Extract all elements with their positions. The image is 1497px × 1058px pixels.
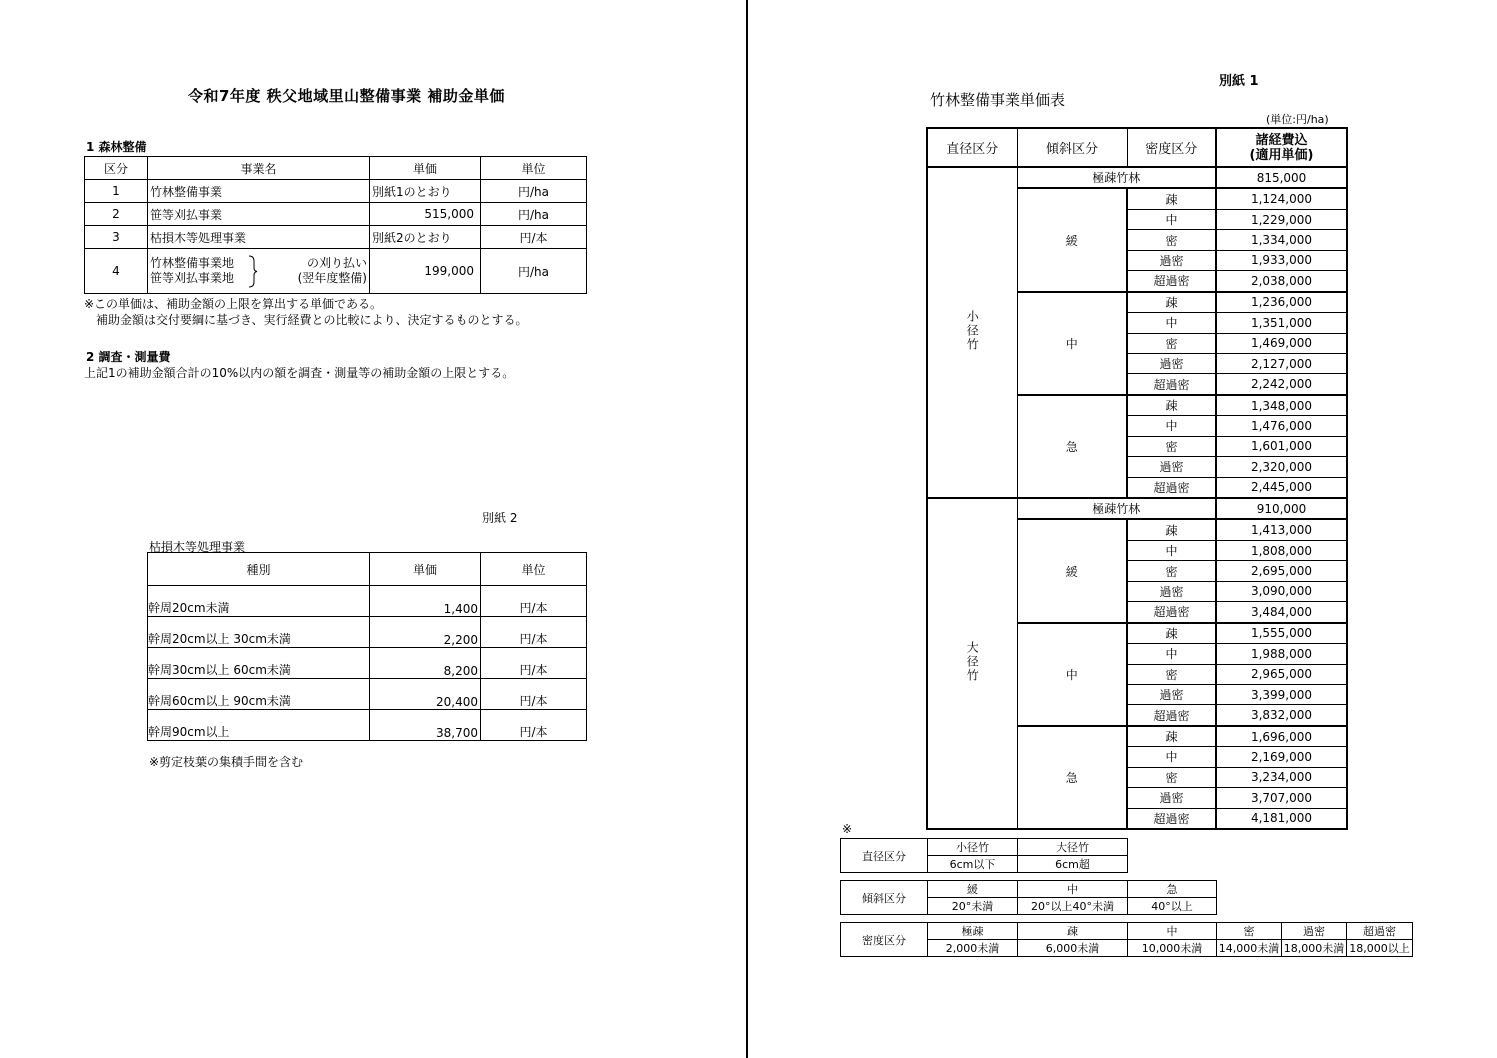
- price-cell: 1,555,000: [1216, 623, 1347, 644]
- price-cell: 1,601,000: [1216, 436, 1347, 456]
- price-cell: 3,832,000: [1216, 705, 1347, 726]
- density-cell: 過密: [1127, 353, 1216, 373]
- density-cell: 疎: [1127, 188, 1216, 209]
- table-row: [85, 226, 587, 249]
- table-row: [85, 249, 587, 294]
- header-type: 種別: [148, 553, 370, 586]
- diameter-label: 大径竹: [965, 640, 980, 683]
- price-cell: 1,469,000: [1216, 333, 1347, 353]
- legend-mark: ※: [842, 822, 853, 836]
- table-row: [148, 648, 587, 679]
- table-header-row: [927, 128, 1347, 167]
- slope-cell: 急: [1017, 726, 1127, 829]
- price-cell: 2,169,000: [1216, 747, 1347, 767]
- row-type: 幹周90cm以上: [148, 710, 370, 741]
- price-cell: 1,476,000: [1216, 416, 1347, 436]
- density-cell: 中: [1127, 313, 1216, 333]
- row-unit: 円/本: [481, 710, 587, 741]
- row-unit: 円/ha: [481, 180, 587, 203]
- price-cell: 1,229,000: [1216, 209, 1347, 229]
- table-row: [148, 617, 587, 648]
- table-header-row: [148, 553, 587, 586]
- row-price: 20,400: [370, 679, 481, 710]
- brace-icon: [248, 255, 258, 288]
- density-cell: 超過密: [1127, 808, 1216, 829]
- slope-cell: 緩: [1017, 188, 1127, 291]
- legend-cell: 大径竹: [1018, 839, 1128, 856]
- density-cell: 密: [1127, 664, 1216, 684]
- header-diameter: 直径区分: [927, 128, 1017, 167]
- row-unit: 円/本: [481, 586, 587, 617]
- header-density: 密度区分: [1127, 128, 1216, 167]
- row-price: 1,400: [370, 586, 481, 617]
- table-header-row: [85, 157, 587, 180]
- row-type: 幹周20cm以上 30cm未満: [148, 617, 370, 648]
- density-cell: 過密: [1127, 581, 1216, 601]
- density-cell: 疎: [1127, 623, 1216, 644]
- price-cell: 2,445,000: [1216, 477, 1347, 498]
- diameter-large: [927, 498, 1017, 829]
- header-unit: 単位: [481, 553, 587, 586]
- row-price: 38,700: [370, 710, 481, 741]
- legend-cell: 極疎: [928, 923, 1018, 940]
- attachment2-label: 別紙 2: [482, 511, 518, 525]
- price-cell: 2,965,000: [1216, 664, 1347, 684]
- legend-cell: 中: [1128, 923, 1217, 940]
- legend-cell: 6cm超: [1018, 856, 1128, 873]
- section2-heading: 2 調査・測量費: [86, 350, 171, 364]
- price-cell: 1,124,000: [1216, 188, 1347, 209]
- row-unit: 円/本: [481, 226, 587, 249]
- density-cell: 超過密: [1127, 271, 1216, 292]
- legend-cell: 20°以上40°未満: [1018, 898, 1128, 915]
- attachment2-note: ※剪定枝葉の集積手間を含む: [149, 755, 304, 769]
- table-row: [85, 203, 587, 226]
- note-line1: ※この単価は、補助金額の上限を算出する単価である。: [84, 297, 383, 311]
- table-row: [85, 180, 587, 203]
- density-cell: 超過密: [1127, 374, 1216, 395]
- legend-cell: 18,000未満: [1282, 940, 1347, 957]
- legend-cell: 10,000未満: [1128, 940, 1217, 957]
- price-cell: 3,707,000: [1216, 788, 1347, 808]
- price-cell: 2,038,000: [1216, 271, 1347, 292]
- header-project: 事業名: [148, 157, 370, 180]
- sparse-price: 815,000: [1216, 167, 1347, 188]
- header-price: 単価: [370, 157, 481, 180]
- legend-slope-label: 傾斜区分: [841, 881, 928, 915]
- density-cell: 超過密: [1127, 602, 1216, 623]
- density-cell: 中: [1127, 747, 1216, 767]
- legend-cell: 過密: [1282, 923, 1347, 940]
- page-divider: [746, 0, 748, 1058]
- row-name-suffix2: (翌年度整備): [297, 271, 367, 285]
- price-cell: 1,696,000: [1216, 726, 1347, 747]
- row-type: 幹周30cm以上 60cm未満: [148, 648, 370, 679]
- price-cell: 1,808,000: [1216, 540, 1347, 560]
- row-unit: 円/本: [481, 648, 587, 679]
- row-price: 2,200: [370, 617, 481, 648]
- diameter-label: 小径竹: [965, 309, 980, 352]
- price-cell: 1,348,000: [1216, 395, 1347, 416]
- table-row: [927, 167, 1347, 188]
- legend-cell: 14,000未満: [1217, 940, 1282, 957]
- legend-cell: 中: [1018, 881, 1128, 898]
- header-cost: [1216, 128, 1347, 167]
- legend-cell: 疎: [1018, 923, 1128, 940]
- legend-cell: 急: [1128, 881, 1217, 898]
- row-unit: 円/本: [481, 679, 587, 710]
- density-cell: 密: [1127, 333, 1216, 353]
- price-cell: 1,334,000: [1216, 230, 1347, 250]
- unit-note: (単位:円/ha): [1266, 113, 1329, 126]
- header-unit: 単位: [481, 157, 587, 180]
- legend-cell: 6,000未満: [1018, 940, 1128, 957]
- row-price: 別紙1のとおり: [370, 180, 481, 203]
- row-name: 竹林整備事業: [148, 180, 370, 203]
- note-line2: 補助金額は交付要綱に基づき、実行経費との比較により、決定するものとする。: [96, 313, 528, 327]
- attachment1-label: 別紙 1: [1219, 74, 1259, 89]
- row-name-suffix1: の刈り払い: [306, 256, 367, 270]
- header-cost-line1: 諸経費込: [1255, 132, 1308, 148]
- price-cell: 1,413,000: [1216, 519, 1347, 540]
- density-cell: 疎: [1127, 519, 1216, 540]
- row-no: 4: [85, 249, 148, 294]
- density-cell: 過密: [1127, 457, 1216, 477]
- header-cost-line2: (適用単価): [1249, 147, 1314, 163]
- row-price: 199,000: [370, 249, 481, 294]
- legend-cell: 密: [1217, 923, 1282, 940]
- density-cell: 過密: [1127, 250, 1216, 270]
- section2-text: 上記1の補助金額合計の10%以内の額を調査・測量等の補助金額の上限とする。: [84, 366, 515, 380]
- table-row: [927, 498, 1347, 519]
- density-cell: 密: [1127, 561, 1216, 581]
- row-type: 幹周60cm以上 90cm未満: [148, 679, 370, 710]
- density-cell: 超過密: [1127, 705, 1216, 726]
- price-cell: 4,181,000: [1216, 808, 1347, 829]
- header-price: 単価: [370, 553, 481, 586]
- density-cell: 超過密: [1127, 477, 1216, 498]
- slope-cell: 中: [1017, 623, 1127, 726]
- row-price: 8,200: [370, 648, 481, 679]
- slope-cell: 中: [1017, 292, 1127, 395]
- row-no: 1: [85, 180, 148, 203]
- row-name: 笹等刈払事業: [148, 203, 370, 226]
- legend-cell: 20°未満: [928, 898, 1018, 915]
- legend-cell: 小径竹: [928, 839, 1018, 856]
- table-row: [148, 710, 587, 741]
- legend-cell: 2,000未満: [928, 940, 1018, 957]
- sparse-label: 極疎竹林: [1017, 498, 1216, 519]
- sparse-price: 910,000: [1216, 498, 1347, 519]
- legend-cell: 18,000以上: [1347, 940, 1413, 957]
- density-cell: 過密: [1127, 684, 1216, 704]
- section1-heading: 1 森林整備: [86, 140, 147, 154]
- price-cell: 3,090,000: [1216, 581, 1347, 601]
- row-unit: 円/本: [481, 617, 587, 648]
- slope-cell: 緩: [1017, 519, 1127, 622]
- header-category: 区分: [85, 157, 148, 180]
- table-row: [148, 679, 587, 710]
- bamboo-price-table: [926, 127, 1348, 830]
- price-cell: 2,242,000: [1216, 374, 1347, 395]
- density-cell: 過密: [1127, 788, 1216, 808]
- density-cell: 疎: [1127, 726, 1216, 747]
- density-cell: 疎: [1127, 292, 1216, 313]
- row-name: 枯損木等処理事業: [148, 226, 370, 249]
- legend-density-table: [840, 922, 1413, 957]
- row-type: 幹周20cm未満: [148, 586, 370, 617]
- diameter-small: [927, 167, 1017, 498]
- bamboo-table-title: 竹林整備事業単価表: [930, 91, 1066, 109]
- price-cell: 3,399,000: [1216, 684, 1347, 704]
- density-cell: 中: [1127, 416, 1216, 436]
- legend-cell: 超過密: [1347, 923, 1413, 940]
- legend-density-label: 密度区分: [841, 923, 928, 957]
- row-name-line1: 竹林整備事業地: [150, 256, 235, 270]
- price-cell: 1,351,000: [1216, 313, 1347, 333]
- price-cell: 3,484,000: [1216, 602, 1347, 623]
- header-slope: 傾斜区分: [1017, 128, 1127, 167]
- legend-cell: 6cm以下: [928, 856, 1018, 873]
- price-cell: 1,988,000: [1216, 644, 1347, 664]
- row-name: [148, 249, 370, 294]
- row-unit: 円/ha: [481, 249, 587, 294]
- forest-maintenance-table: [84, 156, 587, 294]
- row-price: 515,000: [370, 203, 481, 226]
- row-price: 別紙2のとおり: [370, 226, 481, 249]
- price-cell: 3,234,000: [1216, 767, 1347, 787]
- legend-diameter-table: [840, 838, 1128, 873]
- density-cell: 疎: [1127, 395, 1216, 416]
- price-cell: 2,695,000: [1216, 561, 1347, 581]
- legend-slope-table: [840, 880, 1217, 915]
- row-no: 3: [85, 226, 148, 249]
- price-cell: 2,127,000: [1216, 353, 1347, 373]
- density-cell: 中: [1127, 644, 1216, 664]
- price-cell: 2,320,000: [1216, 457, 1347, 477]
- density-cell: 中: [1127, 540, 1216, 560]
- row-no: 2: [85, 203, 148, 226]
- attachment2-table-title: 枯損木等処理事業: [149, 540, 246, 554]
- legend-cell: 40°以上: [1128, 898, 1217, 915]
- density-cell: 密: [1127, 436, 1216, 456]
- density-cell: 中: [1127, 209, 1216, 229]
- price-cell: 1,236,000: [1216, 292, 1347, 313]
- sparse-label: 極疎竹林: [1017, 167, 1216, 188]
- dead-tree-table: [147, 552, 587, 741]
- table-row: [148, 586, 587, 617]
- row-name-line2: 笹等刈払事業地: [150, 271, 235, 285]
- slope-cell: 急: [1017, 395, 1127, 498]
- density-cell: 密: [1127, 230, 1216, 250]
- density-cell: 密: [1127, 767, 1216, 787]
- legend-diameter-label: 直径区分: [841, 839, 928, 873]
- price-cell: 1,933,000: [1216, 250, 1347, 270]
- row-unit: 円/ha: [481, 203, 587, 226]
- document-title: 令和7年度 秩父地域里山整備事業 補助金単価: [188, 87, 505, 105]
- legend-cell: 緩: [928, 881, 1018, 898]
